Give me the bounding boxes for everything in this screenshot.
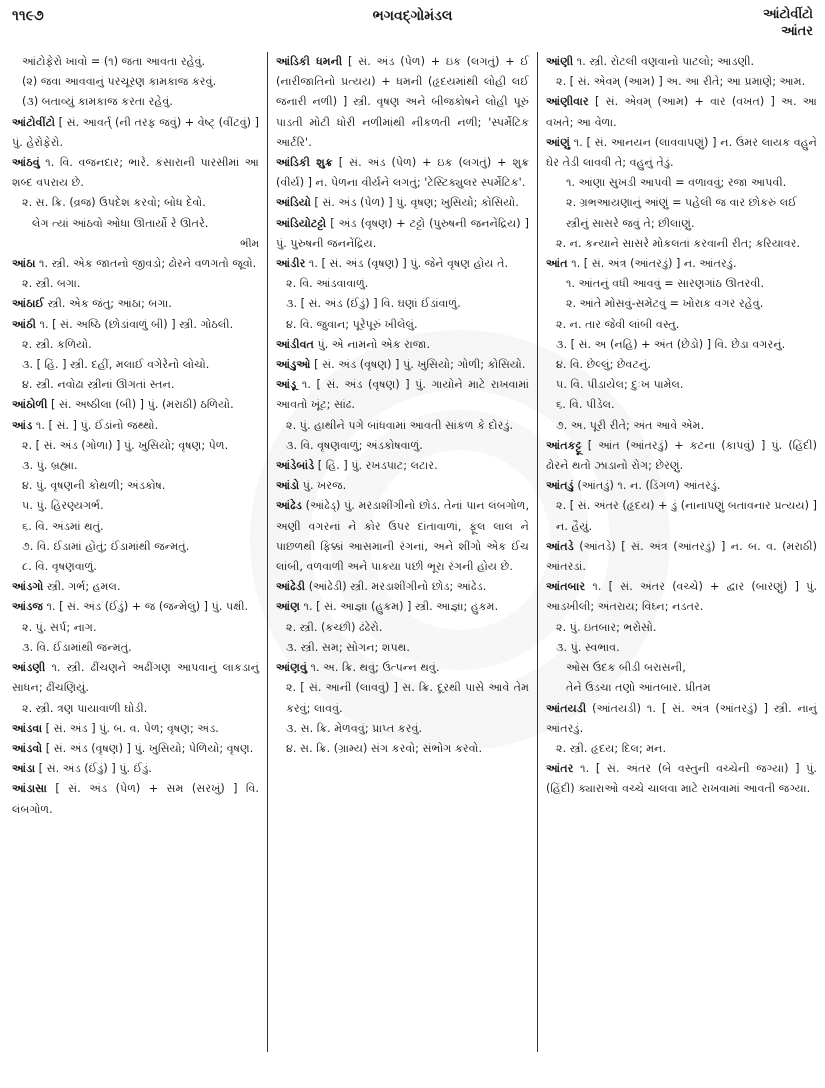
- headword: આંડેબાંડે: [276, 459, 315, 473]
- dictionary-entry: [12, 315, 259, 335]
- definition-text: [ હિં. ] પું. રખડપાટ; લટાર.: [314, 459, 438, 473]
- definition-text: [ સં. અંડ ] પું. બ. વ. પેળ; વૃષણ; અંડ.: [42, 721, 219, 735]
- sense-line: ૭. અ. પૂરી રીતે; અંત આવે એમ.: [556, 418, 705, 432]
- sense-line: ૨. ન. તાર જેવી લાંબી વસ્તુ.: [556, 317, 680, 331]
- sense-line: ૨. સ્ત્રી. બગા.: [22, 277, 81, 291]
- sense-line: ૪. વિ. જુવાન; પૂરેપૂરું ખીલેલું.: [286, 317, 418, 331]
- headword: આંડૂ: [276, 378, 297, 392]
- headword: આંણી: [546, 55, 574, 68]
- headword: આંતબાર: [546, 580, 586, 594]
- sense-line: (૩) બતાવ્યું કામકાજ કરતા રહેવું.: [22, 95, 173, 109]
- dictionary-entry: [546, 133, 817, 173]
- headword: આંતડે: [546, 539, 574, 553]
- headword: આંડ: [12, 418, 33, 432]
- definition-text: ૧. વિ. વજનદાર; ભારે. કંસારાની પારસીમાં આ શબ્દ વપરાય છે.: [12, 156, 259, 190]
- dictionary-entry: [12, 153, 259, 193]
- usage-example: ૧. આંતનું વધી આવવું = સારણગાંઠ ઊતરવી.: [566, 277, 765, 291]
- column-2: [268, 52, 538, 1052]
- dictionary-entry: [276, 456, 529, 476]
- usage-example: લેગ ત્યાં આંઠવો ઓધા ઊતાર્યો રે ઊતરે.: [32, 216, 209, 230]
- dictionary-entry: [546, 699, 817, 739]
- dictionary-entry: [546, 254, 817, 274]
- headword: આંણ: [276, 600, 300, 614]
- headword: આંડિકી ધમની: [276, 55, 343, 68]
- sense-line: આંટોફેરો ખાવો = (૧) જતા આવતા રહેવું.: [22, 55, 206, 68]
- headword: આંડીર: [276, 257, 306, 271]
- headword: આંત: [546, 257, 568, 271]
- sense-line: ૭. વિ. ઈંડામાં હોતું; ઈંડામાંથી જન્મતું.: [22, 539, 190, 553]
- headword: આંડુઓ: [276, 358, 311, 372]
- headword: આંડા: [12, 762, 36, 776]
- headword: આંતડું: [546, 479, 574, 493]
- dictionary-entry: [12, 577, 259, 597]
- dictionary-columns: [0, 52, 825, 1052]
- sense-line: (૨) જવા આવવાનું પરચૂરણ કામકાજ કરવું.: [22, 75, 217, 89]
- definition-text: ૧. સ્ત્રી. ઢીંચણને અઢીંગણ આપવાનું લાકડાનું સાધન; ઢીંચણિયું.: [12, 661, 259, 695]
- definition-text: [ સં. અંડ (ઈંડું) ] પું. ઈંડું.: [35, 762, 152, 776]
- headword: આંઠવું: [12, 156, 40, 170]
- definition-text: (આંઢેડી) સ્ત્રી. મરડાશીંગીનો છોડ; આંઢેડ.: [305, 580, 487, 594]
- definition-text: ૧. [ સં. અંત્ર (આંતરડું) ] ન. આંતરડું.: [567, 257, 737, 271]
- headword: આંડીવત: [276, 337, 314, 351]
- headword: આંતયડી: [546, 701, 587, 715]
- headword: આંડો: [276, 479, 300, 493]
- citation-author: ભીમ: [240, 237, 259, 250]
- sense-line: ૩. [ સં. અ (નહિ) + અંત (છેડો) ] વિ. છેડા વગરનું.: [556, 337, 786, 351]
- dictionary-entry: [276, 658, 529, 678]
- definition-text: [ સં. અષ્ઠીલા (બી) ] પું. (મરાઠી) ઠળિયો.: [47, 398, 234, 412]
- definition-text: ૧. [ સં. ] પું. ઈંડાંનો જથ્થો.: [32, 418, 159, 432]
- sense-line: ૩. સ. ક્રિ. મેળવવું; પ્રાપ્ત કરવું.: [286, 721, 423, 735]
- definition-text: [ અંડ (વૃષણ) + ટટ્ટો (પુરુષની જનનેંદ્રિય) ] પું. પુરુષની જનનેંદ્રિય.: [276, 216, 529, 250]
- headword: આંઢેડી: [276, 580, 306, 594]
- guide-words: [763, 6, 813, 40]
- sense-line: ૨. [ સં. અંતર (હૃદય) + ડું (નાનાપણું બતાવનાર પ્રત્યય) ] ન. હૈયું.: [556, 499, 817, 533]
- sense-line: ૮. વિ. વૃષણવાળું.: [22, 560, 97, 574]
- definition-text: [ સં. અંડ (પેળ) + ઇક (લગતું) + શુક્ર (વીર્ય) ] ન. પેળના વીર્યને લગતું; 'ટેસ્ટિક્યુલર સ્પર્મેટિક'.: [276, 156, 529, 190]
- dictionary-entry: [276, 577, 529, 597]
- definition-text: ૧. [ સં. અંડ (વૃષણ) ] પું. જેને વૃષણ હોય તે.: [305, 257, 509, 271]
- definition-text: ૧. [ સં. અંડ (ઈંડું) + જ (જન્મેલું) ] પું. પક્ષી.: [42, 600, 249, 614]
- dictionary-entry: [546, 92, 817, 132]
- dictionary-entry: [12, 739, 259, 759]
- definition-text: ૧. અ. ક્રિ. થવું; ઉત્પન્ન થવું.: [306, 661, 440, 675]
- dictionary-entry: [276, 496, 529, 577]
- definition-text: ૧. સ્ત્રી. એક જાતનો જીવડો; ઢોરને વળગતો જૂવો.: [35, 257, 257, 271]
- definition-text: (આંતયડી) ૧. [ સં. અંત્ર (આંતરડું) ] સ્ત્રી. નાનું આંતરડું.: [546, 701, 817, 735]
- headword: આંતકટ્ટૂ: [546, 438, 582, 452]
- guide-word-last: આંતર: [781, 24, 813, 39]
- dictionary-entry: [546, 52, 817, 72]
- dictionary-entry: [276, 52, 529, 153]
- dictionary-entry: [12, 759, 259, 779]
- dictionary-entry: [546, 537, 817, 577]
- definition-text: પું. એ નામનો એક રાજા.: [313, 337, 431, 351]
- headword: આંડણી: [12, 661, 46, 675]
- sense-line: ૫. વિ. પીડાયેલ; દુઃખ પામેલ.: [556, 378, 684, 392]
- dictionary-entry: [276, 254, 529, 274]
- headword: આંતર: [546, 762, 574, 776]
- sense-line: ૨. સ્ત્રી. ત્રણ પાયાવાળી ઘોડી.: [22, 701, 148, 715]
- sense-line: ૨. સ્ત્રી. (કચ્છી) ઢંઢેરો.: [286, 620, 383, 634]
- sense-line: ૩. પું. બ્રહ્મા.: [22, 459, 78, 473]
- sense-line: ૫. પું. હિરણ્યગર્ભ.: [22, 499, 104, 513]
- sense-line: ૩. સ્ત્રી. સમ; સોગન; શપથ.: [286, 640, 410, 654]
- sense-line: ૩. પું. સ્વભાવ.: [556, 640, 620, 654]
- definition-text: ૧. [ સં. આજ્ઞા (હુકમ) ] સ્ત્રી. આજ્ઞા; હુકમ.: [300, 600, 499, 614]
- headword: આંડવો: [12, 741, 43, 755]
- definition-text: (આંતડું) ૧. ન. (ડિંગળ) આંતરડું.: [573, 479, 721, 493]
- sense-line: ૩. વિ. વૃષણવાળું; અંડકોષવાળું.: [286, 438, 423, 452]
- definition-text: ૧. [ સં. અષ્ઠિ (છોડાંવાળું બી) ] સ્ત્રી. ગોઠલી.: [35, 317, 234, 331]
- sense-line: ૩. [ હિં. ] સ્ત્રી. દહીં, મલાઈ વગેરેનો લોચો.: [22, 358, 210, 372]
- column-3: [538, 52, 825, 1052]
- dictionary-entry: [12, 395, 259, 415]
- headword: આંણું: [546, 135, 570, 149]
- dictionary-entry: [12, 294, 259, 314]
- sense-line: ૪. પું. વૃષણની કોથળી; અંડકોષ.: [22, 479, 166, 493]
- dictionary-entry: [12, 779, 259, 819]
- sense-line: ૨. વિ. આંડવાવાળું.: [286, 277, 369, 291]
- sense-line: ૨. [ સં. આની (લાવવું) ] સ. ક્રિ. દૂરથી પાસે આવે તેમ કરવું; લાવવું.: [286, 681, 529, 715]
- definition-text: [ સં. આવર્ત્ (ની તરફ જવું) + વેષ્ટ્ (વીંટવું) ] પું. હેરોફેરો.: [12, 115, 259, 149]
- dictionary-entry: [12, 658, 259, 698]
- definition-text: ૧. [ સં. અંડ (વૃષણ) ] પું. ગાયોને માટે રાખવામાં આવતો ખૂંટ; સાંઢ.: [276, 378, 529, 412]
- guide-word-first: આંટોવીંટો: [763, 7, 813, 22]
- dictionary-entry: [12, 113, 259, 153]
- sense-line: ૨. સ. ક્રિ. (વ્રજ) ઉપદેશ કરવો; બોધ દેવો.: [22, 196, 206, 210]
- definition-text: [ સં. અંડ (વૃષણ) ] પું. ખુસિયો; પેળિયો; વૃષણ.: [42, 741, 254, 755]
- dictionary-entry: [12, 597, 259, 617]
- column-1: [0, 52, 268, 1052]
- dictionary-entry: [12, 416, 259, 436]
- sense-line: ૨. પું. સર્પ; નાગ.: [22, 620, 97, 634]
- sense-line: ૩. [ સં. અંડ (ઈંડું) ] વિ. ઘણાં ઈંડાંવાળું.: [286, 297, 461, 311]
- sense-line: ૩. વિ. ઈંડામાંથી જન્મતું.: [22, 640, 132, 654]
- definition-text: [ આંત (આંતરડું) + કટના (કાપવું) ] પું. (હિંદી) ઢોરને થતો ઝાડાનો રોગ; છેરણું.: [546, 438, 817, 473]
- headword: આંઠી: [12, 317, 36, 331]
- sense-line: ૨. પું. ઇતબાર; ભરોસો.: [556, 620, 657, 634]
- definition-text: (આંતડે) [ સં. અંત્ર (આંતરડું) ] ન. બ. વ. (મરાઠી) આંતરડાં.: [546, 539, 817, 574]
- headword: આંડિકી શુક્ર: [276, 156, 333, 170]
- headword: આંણવું: [276, 661, 307, 675]
- definition-text: ૧. [ સં. આનયન (લાવવાપણું) ] ન. ઉંમર લાયક વહુને ઘેર તેડી લાવવી તે; વહુનું તેડું.: [546, 135, 817, 170]
- dictionary-entry: [276, 597, 529, 617]
- definition-text: ૧. સ્ત્રી. રોટલી વણવાનો પાટલો; આડણી.: [573, 55, 755, 68]
- headword: આંડિયોટટ્ટો: [276, 216, 327, 230]
- sense-line: ૨. સ્ત્રી. કળિયો.: [22, 337, 92, 351]
- definition-text: સ્ત્રી. ગર્ભ; હમલ.: [43, 580, 121, 594]
- sense-line: ૨. પું. હાથીને પગે બાંધવામાં આવતી સાંકળ કે દોરડું.: [286, 418, 514, 432]
- dictionary-entry: [276, 193, 529, 213]
- definition-text: સ્ત્રી. એક જંતુ; આંઠા; બગા.: [44, 297, 172, 311]
- sense-line: ૨. ન. કન્યાને સાસરે મોકલતાં કરવાની રીત; કરિયાવર.: [556, 236, 801, 250]
- page-title: ભગવદ્ગોમંડલ: [372, 8, 453, 24]
- sense-line: ૨. સ્ત્રી. હૃદય; દિલ; મન.: [556, 741, 667, 755]
- headword: આંડજ: [12, 600, 43, 614]
- dictionary-entry: [546, 476, 817, 496]
- usage-example: ૨. આંતે મોસવું-સમેટવું = ખોરાક વગર રહેવું.: [566, 297, 764, 311]
- dictionary-entry: [276, 476, 529, 496]
- definition-text: ૧. [ સં. અંતર (બે વસ્તુની વચ્ચેની જગ્યા) ] પું. (હિંદી) ક્યારાઓ વચ્ચે ચાલવા માટે રાખવામાં આવતી જગ્યા.: [546, 762, 817, 796]
- sense-line: ૬. વિ. પીડેલ.: [556, 398, 615, 412]
- headword: આંઠાઈ: [12, 297, 45, 311]
- definition-text: [ સં. અંડ (પેળ) + ઇક (લગતું) + ઈ (નારીજાતિનો પ્રત્યય) + ધમની (હૃદયમાંથી લોહી લઈ જનારી નળી) ] સ્ત્રી. વૃષણ અને બીજકોષને લોહી પૂરું પાડતી મોટી ધોરી નળીમાંથી નીકળતી નળી; 'સ્પર્મેટિક આર્ટરિ'.: [276, 55, 529, 149]
- headword: આંડવા: [12, 721, 43, 735]
- sense-line: ૨. [ સં. અંડ (ગોળા) ] પું. ખુસિયો; વૃષણ; પેળ.: [22, 438, 229, 452]
- dictionary-entry: [12, 254, 259, 274]
- usage-example: ૧. આંણા સુખડી આપવી = વળાવવું; રજા આપવી.: [566, 176, 787, 190]
- sense-line: ૨. [ સં. એવમ્ (આમ) ] અ. આ રીતે; આ પ્રમાણે; આમ.: [556, 75, 806, 89]
- usage-example: તેને ઉડચા તણો આંતબાર. પ્રીતમ: [566, 681, 711, 695]
- sense-line: ૪. સ્ત્રી. નવોઢા સ્ત્રીનાં ઊગતાં સ્તન.: [22, 378, 175, 392]
- dictionary-entry: [276, 335, 529, 355]
- definition-text: [ સં. અંડ (વૃષણ) ] પું. ખુસિયો; ગોળી; કોસિયો.: [310, 358, 526, 372]
- headword: આંડગો: [12, 580, 44, 594]
- definition-text: [ સં. એવમ્ (આમ) + વાર (વખત) ] અ. આ વખતે; આ વેળા.: [546, 95, 817, 129]
- definition-text: [ સં. અંડ (પેળ) + સમ (સરખું) ] વિ. લંબગોળ.: [12, 782, 259, 816]
- headword: આંઢેડ: [276, 499, 302, 513]
- definition-text: [ સં. અંડ (પેળ) ] પું. વૃષણ; ખુસિયો; કોસિયો.: [310, 196, 519, 210]
- dictionary-entry: [276, 153, 529, 193]
- headword: આંડાસા: [12, 782, 47, 796]
- usage-example: ૨. ગ્રભઆયણાનું આંણું = પહેલી જ વાર છોકરું લઈ સ્ત્રીનું સાસરે જવું તે; છીલાણું.: [566, 196, 797, 230]
- page-header: [0, 0, 825, 50]
- dictionary-entry: [546, 436, 817, 476]
- definition-text: (આંઢેડ્) પું. મરડાશીંગીનો છોડ. તેનાં પાન લંબગોળ, અણી વગરનાં ને કોર ઉપર દાંતાવાળાં, ફૂલ લાલ ને પાછળથી ફિક્કાં આસમાની રંગનાં, અને શીંગો એક ઈંચ લાંબી, વળવાળી અને પાકયા પછી ભૂરા રંગની હોય છે.: [276, 499, 529, 574]
- sense-line: ૪. વિ. છેલ્લું; છેવટનું.: [556, 358, 651, 372]
- definition-text: પું. ખરજ.: [299, 479, 347, 493]
- sense-line: ૬. વિ. અંડમાં થતું.: [22, 519, 104, 533]
- headword: આંણીવાર: [546, 95, 589, 109]
- dictionary-entry: [12, 719, 259, 739]
- dictionary-entry: [546, 759, 817, 799]
- usage-example: ઓસ ઉદક બીડી બરાસની,: [566, 661, 686, 675]
- sense-line: ૪. સ. ક્રિ. (ગ્રામ્ય) સંગ કરવો; સંભોગ કરવો.: [286, 741, 483, 755]
- headword: આંઠોળી: [12, 398, 48, 412]
- headword: આંડિયો: [276, 196, 311, 210]
- dictionary-entry: [276, 355, 529, 375]
- headword: આંઠા: [12, 257, 36, 271]
- dictionary-entry: [546, 577, 817, 617]
- page-number: ૧૧૯૭: [12, 8, 44, 24]
- headword: આંટોવીંટો: [12, 115, 56, 129]
- definition-text: ૧. [ સં. અંતર (વચ્ચે) + દ્વાર (બારણું) ] પું. આડખીલી; અંતરાય; વિઘ્ન; નડતર.: [546, 580, 817, 614]
- dictionary-entry: [276, 375, 529, 415]
- dictionary-entry: [276, 214, 529, 254]
